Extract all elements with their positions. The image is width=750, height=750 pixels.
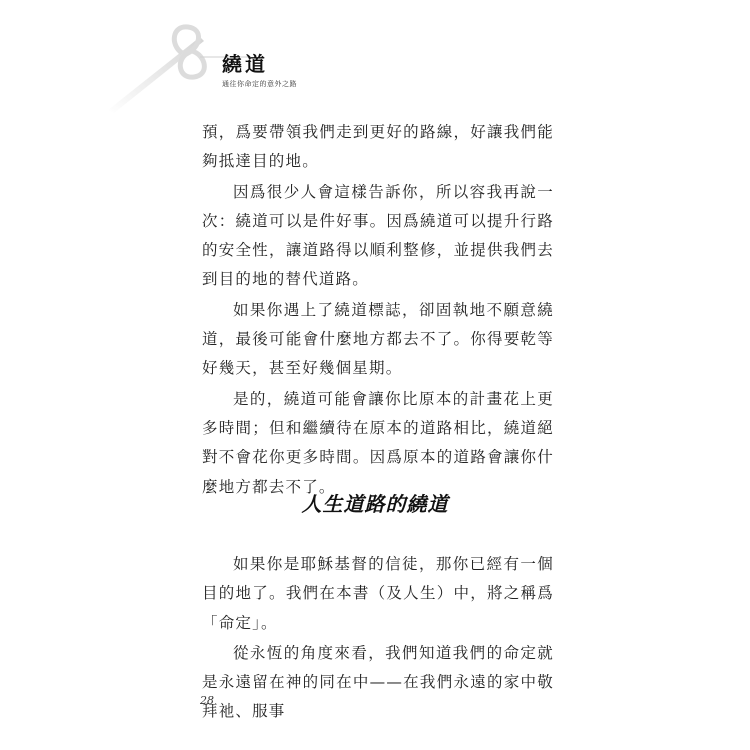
paragraph: 因爲很少人會這樣告訴你，所以容我再說一次：繞道可以是件好事。因爲繞道可以提升行路的安全性，讓道路得以順利整修，並提供我們去到目的地的替代道路。	[202, 182, 554, 289]
paragraph: 如果你是耶穌基督的信徒，那你已經有一個目的地了。我們在本書（及人生）中，將之稱爲「命定」。	[202, 555, 554, 632]
paragraph: 預，爲要帶領我們走到更好的路線，好讓我們能夠抵達目的地。	[202, 123, 554, 171]
paragraph: 從永恆的角度來看，我們知道我們的命定就是永遠留在神的同在中——在我們永遠的家中敬拜祂、服事	[202, 643, 554, 721]
chapter-subtitle: 通往你命定的意外之路	[222, 80, 297, 88]
page-number: 28	[200, 694, 214, 707]
paragraph: 如果你遇上了繞道標誌，卻固執地不願意繞道，最後可能會什麼地方都去不了。你得要乾等好幾天，甚至好幾個星期。	[202, 300, 554, 378]
section-heading: 人生道路的繞道	[301, 492, 449, 516]
chapter-title: 繞道	[222, 52, 268, 76]
body-text-block-1	[202, 118, 554, 503]
paragraph: 是的，繞道可能會讓你比原本的計畫花上更多時間；但和繼續待在原本的道路相比，繞道絕對不會花你更多時間。因爲原本的道路會讓你什麼地方都去不了。	[202, 389, 554, 496]
body-text-block-2	[202, 550, 554, 728]
